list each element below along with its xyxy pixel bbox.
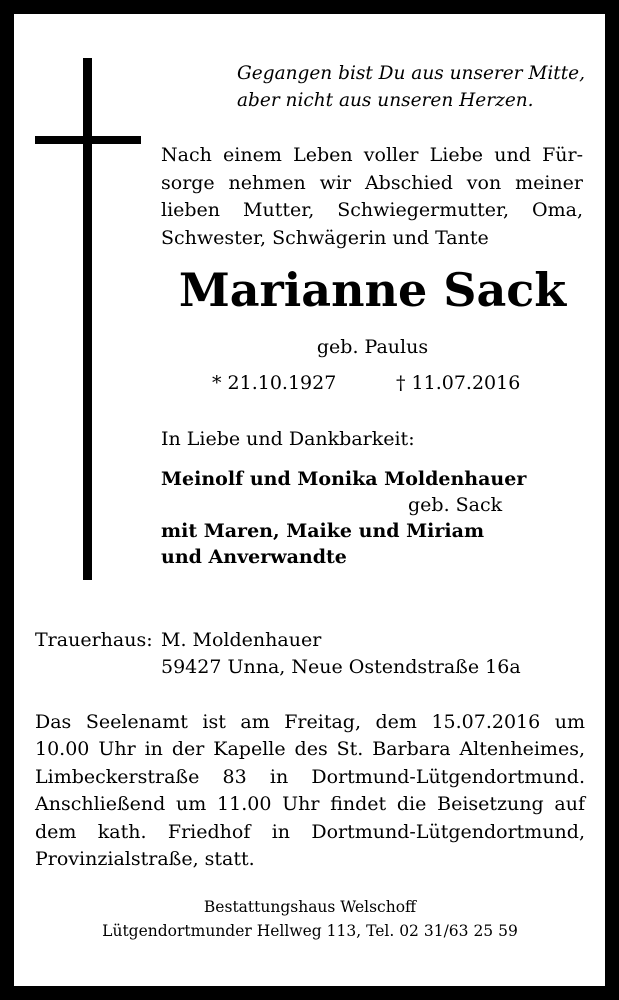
mourners-nee: geb. Sack (408, 494, 503, 516)
mourning-house (35, 627, 521, 681)
undertaker-name: Bestattungshaus Welschoff (203, 898, 417, 916)
mourning-house-label: Trauerhaus: (35, 629, 153, 651)
deceased-name: Marianne Sack (178, 263, 567, 317)
intro-line-3: lieben Mutter, Schwiegermutter, Oma, (161, 199, 583, 221)
undertaker-address: Lütgendortmunder Hellweg 113, Tel. 02 31/63 25 59 (102, 922, 518, 940)
intro-paragraph (161, 142, 583, 252)
intro-line-1: Nach einem Leben voller Liebe und Für- (161, 144, 583, 166)
intro-line-4: Schwester, Schwägerin und Tante (161, 226, 489, 249)
motto-quote (237, 60, 597, 114)
mourners-line-3: und Anverwandte (161, 546, 347, 568)
thanks-line: In Liebe und Dankbarkeit: (161, 428, 415, 450)
service-line-6: Provinzialstraße, statt. (35, 848, 255, 871)
intro-line-2: sorge nehmen wir Abschied von meiner (161, 171, 583, 194)
service-line-1: Das Seelenamt ist am Freitag, dem 15.07.2016 um (35, 711, 585, 733)
service-line-5: dem kath. Friedhof in Dortmund-Lütgendortmund, (35, 820, 585, 843)
mourners-line-1: Meinolf und Monika Moldenhauer (161, 468, 527, 490)
service-line-3: Limbeckerstraße 83 in Dortmund-Lütgendortmund. (35, 765, 585, 788)
mourning-house-name: M. Moldenhauer (161, 629, 322, 651)
undertaker-info (35, 895, 585, 943)
mourning-house-address: 59427 Unna, Neue Ostendstraße 16a (161, 656, 521, 678)
motto-line-1: Gegangen bist Du aus unserer Mitte, (237, 63, 585, 84)
maiden-name: geb. Paulus (316, 336, 429, 358)
motto-line-2: aber nicht aus unseren Herzen. (237, 90, 534, 111)
mourners-line-2: mit Maren, Maike und Miriam (161, 520, 485, 542)
service-paragraph (35, 709, 585, 873)
birth-date: * 21.10.1927 (212, 372, 337, 394)
death-date: † 11.07.2016 (396, 372, 521, 394)
service-line-4: Anschließend um 11.00 Uhr findet die Beisetzung auf (35, 793, 585, 816)
service-line-2: 10.00 Uhr in der Kapelle des St. Barbara Altenheimes, (35, 738, 585, 761)
cross-horizontal-bar (35, 136, 141, 144)
mourners-block (161, 466, 591, 570)
